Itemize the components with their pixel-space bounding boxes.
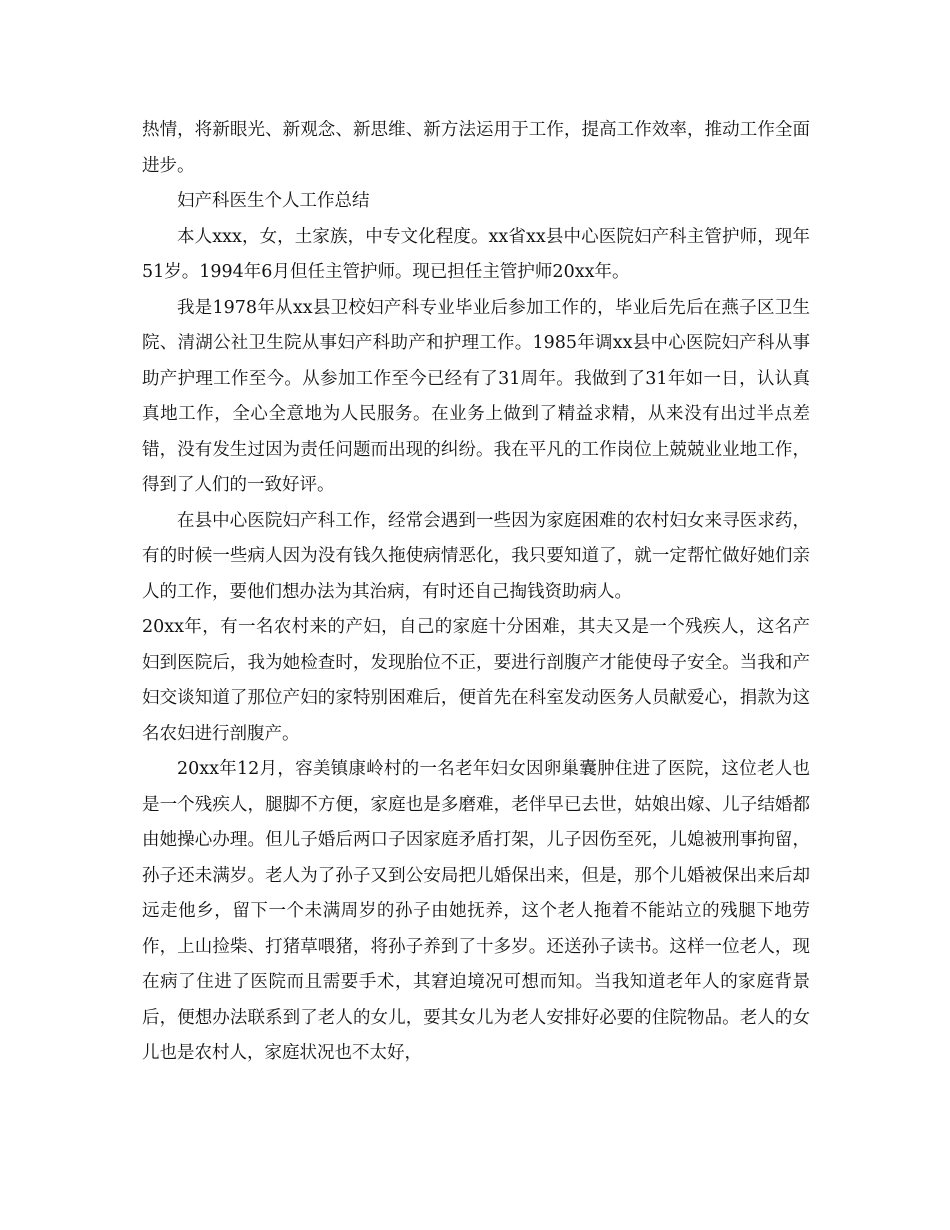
paragraph-continuation: 热情，将新眼光、新观念、新思维、新方法运用于工作，提高工作效率，推动工作全面进步。 [142,120,810,176]
paragraph-helping-patients: 在县中心医院妇产科工作，经常会遇到一些因为家庭困难的农村妇女来寻医求药，有的时候一些病人因为没有钱久拖使病情恶化，我只要知道了，就一定帮忙做好她们亲人的工作，要他们想办法为其治病，有时还自己掏钱资助病人。 [142,510,810,602]
section-title: 妇产科医生个人工作总结 [177,191,370,211]
paragraph-caesarean-case: 20xx年，有一名农村来的产妇，自己的家庭十分困难，其夫又是一个残疾人，这名产妇到医院后，我为她检查时，发现胎位不正，要进行剖腹产才能使母子安全。当我和产妇交谈知道了那位产妇的家特别困难后，便首先在科室发动医务人员献爱心，捐款为这名农妇进行剖腹产。 [142,617,810,744]
paragraph-elderly-patient: 20xx年12月，容美镇康岭村的一名老年妇女因卵巢囊肿住进了医院，这位老人也是一个残疾人，腿脚不方便，家庭也是多磨难，老伴早已去世，姑娘出嫁、儿子结婚都由她操心办理。但儿子婚后两口子因家庭矛盾打架，儿子因伤至死，儿媳被刑事拘留，孙子还未满岁。老人为了孙子又到公安局把儿婚保出来，但是，那个儿婚被保出来后却远走他乡，留下一个未满周岁的孙子由她抚养，这个老人拖着不能站立的残腿下地劳作，上山捡柴、打猪草喂猪，将孙子养到了十多岁。还送孙子读书。这样一位老人，现在病了住进了医院而且需要手术，其窘迫境况可想而知。当我知道老年人的家庭背景后，便想办法联系到了老人的女儿，要其女儿为老人安排好必要的住院物品。老人的女儿也是农村人，家庭状况也不太好， [142,759,810,1063]
paragraph-career: 我是1978年从xx县卫校妇产科专业毕业后参加工作的，毕业后先后在燕子区卫生院、清湖公社卫生院从事妇产科助产和护理工作。1985年调xx县中心医院妇产科从事助产护理工作至今。从参加工作至今已经有了31周年。我做到了31年如一日，认认真真地工作，全心全意地为人民服务。在业务上做到了精益求精，从来没有出过半点差错，没有发生过因为责任问题而出现的纠纷。我在平凡的工作岗位上兢兢业业地工作，得到了人们的一致好评。 [142,297,810,495]
document-body [142,113,810,1072]
paragraph-intro: 本人xxx，女，土家族，中专文化程度。xx省xx县中心医院妇产科主管护师，现年51岁。1994年6月但任主管护师。现已担任主管护师20xx年。 [142,226,810,282]
